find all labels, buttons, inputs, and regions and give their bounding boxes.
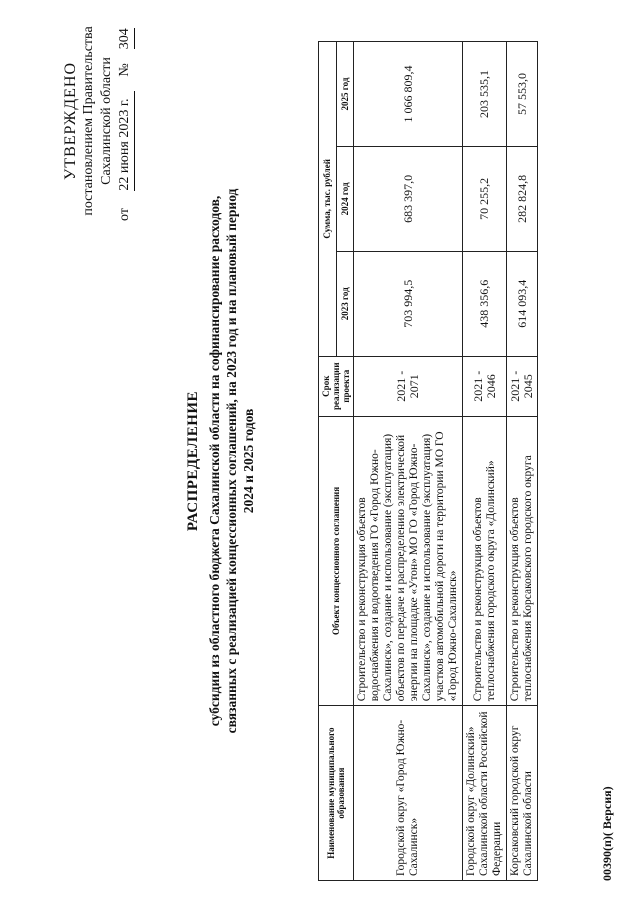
row-term: 2021 - 2046 bbox=[463, 356, 507, 416]
row-2023: 703 994,5 bbox=[354, 251, 463, 356]
row-2024: 683 397,0 bbox=[354, 146, 463, 251]
row-2024: 282 824,8 bbox=[507, 146, 538, 251]
heading-line-3: 2024 и 2025 годов bbox=[241, 408, 256, 514]
row-object: Строительство и реконструкция объектов теплоснабжения Корсаковского городского округа bbox=[507, 416, 538, 706]
header-2025: 2025 год bbox=[336, 42, 354, 147]
row-2025: 1 066 809,4 bbox=[354, 42, 463, 147]
header-sum-group: Сумма, тыс. рублей bbox=[319, 42, 337, 357]
header-2023: 2023 год bbox=[336, 251, 354, 356]
row-object: Строительство и реконструкция объектов водоснабжения и водоотведения ГО «Город Южно-Сахалинск», создание и использование (эксплуатация) объектов по передаче и распределению электрической энергии на площадке «Утон» МО ГО «Город Южно-Сахалинск», создание и использование (эксплуатация) участков автомобильной дороги на территории МО ГО «Город Южно-Сахалинск» bbox=[354, 416, 463, 706]
row-2023: 614 093,4 bbox=[507, 251, 538, 356]
table-row bbox=[507, 42, 538, 881]
header-municipality: Наименование муниципального образования bbox=[319, 706, 354, 881]
approval-line-1: постановлением Правительства bbox=[81, 26, 96, 216]
header-term: Срок реализации проекта bbox=[319, 356, 354, 416]
header-object: Объект концессионного соглашения bbox=[319, 416, 354, 706]
row-term: 2021 - 2071 bbox=[354, 356, 463, 416]
document-heading bbox=[185, 111, 257, 811]
row-object: Строительство и реконструкция объектов теплоснабжения городского округа «Долинский» bbox=[463, 416, 507, 706]
row-2025: 57 553,0 bbox=[507, 42, 538, 147]
approval-dateline bbox=[116, 21, 135, 221]
row-municipality: Городской округ «Город Южно-Сахалинск» bbox=[354, 706, 463, 881]
approval-number: 304 bbox=[116, 28, 135, 49]
footer-code: 00390(п)( Версия) bbox=[600, 786, 614, 881]
row-municipality: Городской округ «Долинский» Сахалинской области Российской Федерации bbox=[463, 706, 507, 881]
approval-line-2: Сахалинской области bbox=[99, 57, 114, 185]
table-header-row bbox=[319, 42, 337, 881]
row-2024: 70 255,2 bbox=[463, 146, 507, 251]
heading-line-1: субсидии из областного бюджета Сахалинской области на софинансирование расходов, bbox=[207, 195, 222, 727]
approval-date: 22 июня 2023 г. bbox=[116, 91, 135, 191]
approval-from-label: от bbox=[117, 208, 132, 221]
approval-title: УТВЕРЖДЕНО bbox=[62, 62, 79, 181]
document-title: РАСПРЕДЕЛЕНИЕ bbox=[185, 390, 201, 532]
approval-number-label: № bbox=[117, 63, 132, 77]
header-2024: 2024 год bbox=[336, 146, 354, 251]
distribution-table bbox=[318, 41, 538, 881]
heading-line-2: связанных с реализацией концессионных соглашений, на 2023 год и на плановый период bbox=[224, 188, 239, 734]
row-term: 2021 - 2045 bbox=[507, 356, 538, 416]
row-2025: 203 535,1 bbox=[463, 42, 507, 147]
row-2023: 438 356,6 bbox=[463, 251, 507, 356]
row-municipality: Корсаковский городской округ Сахалинской области bbox=[507, 706, 538, 881]
table-row bbox=[354, 42, 463, 881]
approval-block bbox=[62, 21, 135, 221]
table-row bbox=[463, 42, 507, 881]
